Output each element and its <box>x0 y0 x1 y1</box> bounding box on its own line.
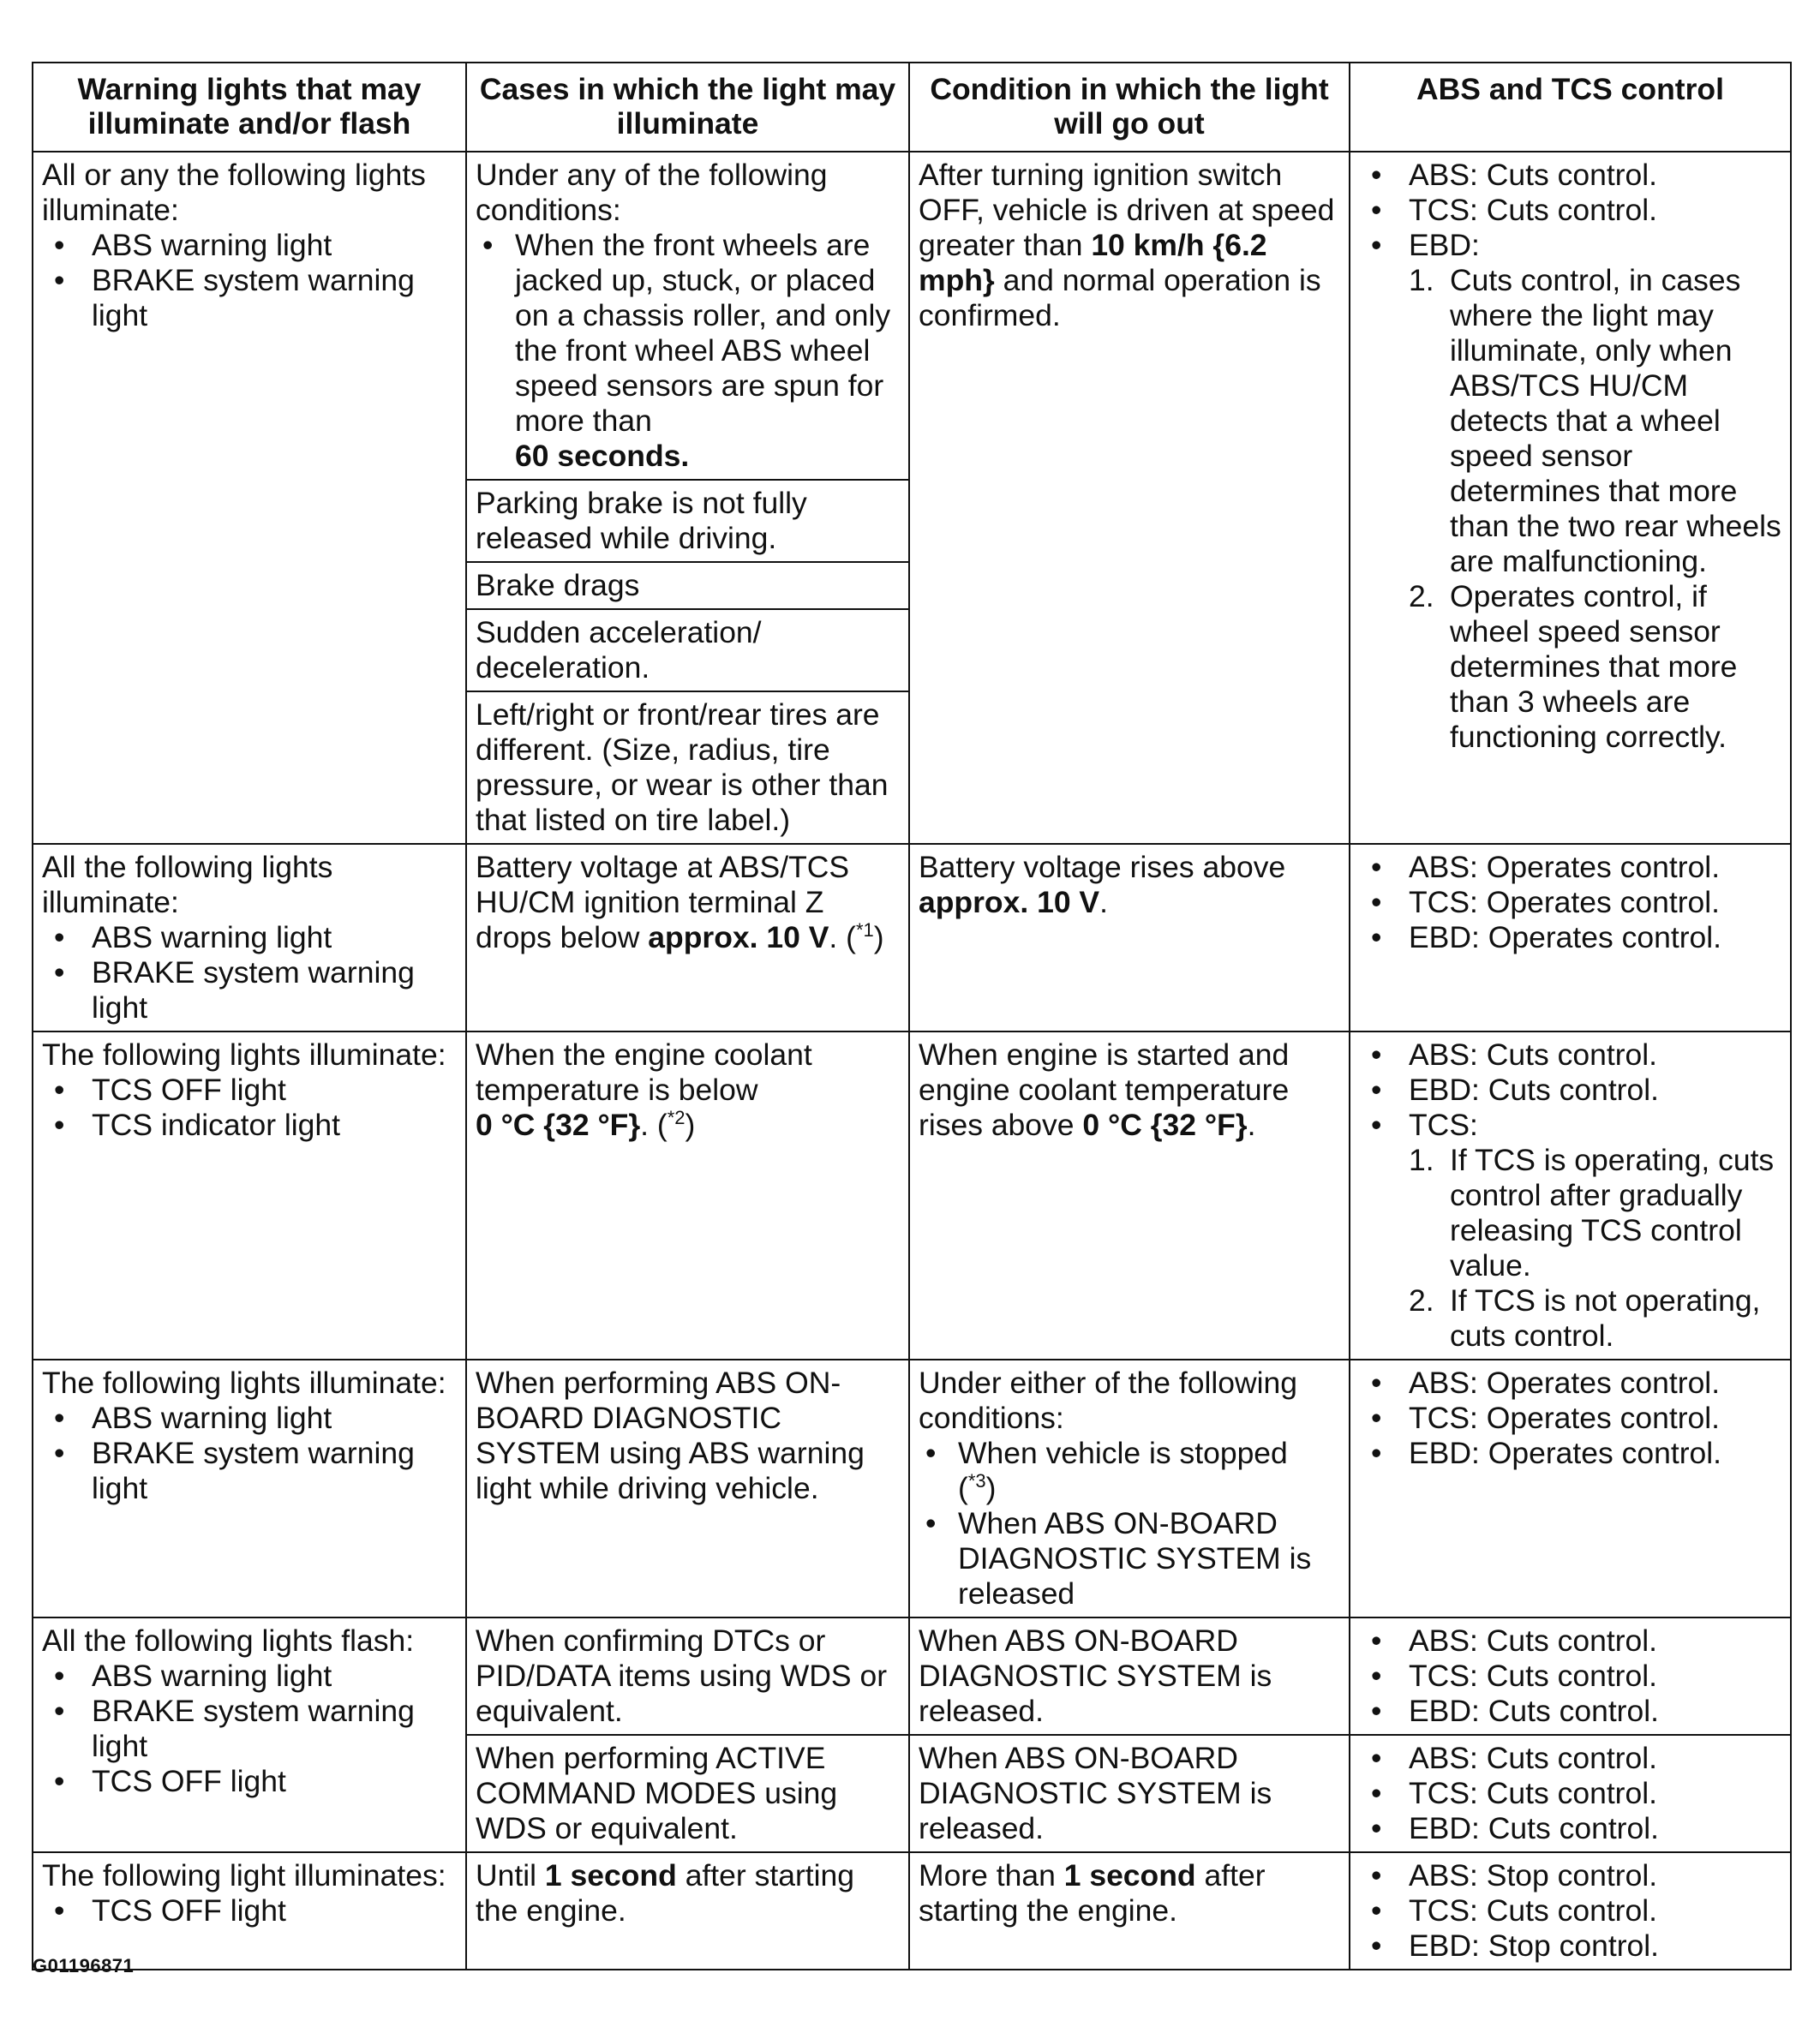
table-row <box>33 1617 1791 1735</box>
step-text: Cuts control, in cases where the light may illuminate, only when ABS/TCS HU/CM detects that a wheel speed sensor determines that more than the two rear wheels are malfunctioning. <box>1450 263 1781 578</box>
cases-cell <box>466 152 909 844</box>
header-condition-out: Condition in which the light will go out <box>909 63 1350 152</box>
condition-text: After turning ignition switch OFF, vehicle is driven at speed greater than <box>919 158 1335 262</box>
list-item: • TCS OFF light <box>42 1893 457 1928</box>
footnote-paren: ) <box>985 1471 997 1505</box>
condition-out-cell <box>909 1031 1350 1360</box>
condition-list <box>919 1436 1340 1611</box>
case-intro: Under any of the following conditions: <box>476 158 828 227</box>
control-cell <box>1350 1031 1791 1360</box>
list-item: 1. Cuts control, in cases where the light may illuminate, only when ABS/TCS HU/CM detects that a wheel speed sensor determines that more than the two rear wheels are malfunctioning. <box>1409 263 1781 578</box>
list-item: • TCS indicator light <box>42 1108 457 1143</box>
condition-out-cell: When ABS ON-BOARD DIAGNOSTIC SYSTEM is released. <box>909 1735 1350 1852</box>
control-list <box>1359 850 1781 955</box>
lights-intro: All the following lights flash: <box>42 1623 415 1658</box>
list-item: • EBD: Operates control. <box>1359 920 1781 955</box>
condition-text: More than <box>919 1858 1056 1893</box>
control-cell <box>1350 1617 1791 1735</box>
condition-text: . <box>1099 885 1108 919</box>
case-text: . ( <box>829 920 856 954</box>
list-item: • TCS: Cuts control. <box>1359 193 1781 228</box>
cases-cell: When confirming DTCs or PID/DATA items using WDS or equivalent. <box>466 1617 909 1735</box>
step-text: If TCS is operating, cuts control after gradually releasing TCS control value. <box>1450 1143 1775 1283</box>
list-item: • BRAKE system warning light <box>42 263 457 333</box>
control-cell <box>1350 152 1791 844</box>
list-item <box>1359 1108 1781 1354</box>
cases-subtable <box>467 152 908 843</box>
case-emphasis: 1 second <box>544 1858 677 1893</box>
list-item: • ABS: Cuts control. <box>1359 1037 1781 1073</box>
case-emphasis: 0 °C {32 °F} <box>476 1108 641 1142</box>
lights-cell <box>33 152 466 844</box>
cases-cell: When performing ABS ON-BOARD DIAGNOSTIC SYSTEM using ABS warning light while driving vehicle. <box>466 1360 909 1617</box>
case-text: Until <box>476 1858 537 1893</box>
list-item: • ABS: Cuts control. <box>1359 1741 1781 1776</box>
condition-emphasis: approx. 10 V <box>919 885 1100 919</box>
table-row <box>33 1031 1791 1360</box>
list-item: • EBD: Cuts control. <box>1359 1073 1781 1108</box>
case-item: Sudden acceleration/ deceleration. <box>467 609 908 691</box>
control-cell <box>1350 1735 1791 1852</box>
list-item: • ABS: Cuts control. <box>1359 158 1781 193</box>
condition-out-cell <box>909 1360 1350 1617</box>
lights-intro: The following lights illuminate: <box>42 1037 446 1072</box>
condition-text: When vehicle is stopped <box>958 1436 1288 1470</box>
list-item: • TCS: Operates control. <box>1359 885 1781 920</box>
list-item: • ABS: Stop control. <box>1359 1858 1781 1893</box>
control-list <box>1359 1037 1781 1354</box>
list-item <box>919 1436 1340 1506</box>
condition-text: and normal operation is confirmed. <box>919 263 1321 332</box>
list-item <box>476 228 900 474</box>
list-item <box>1359 228 1781 755</box>
ebd-steps <box>1409 263 1781 755</box>
list-item: • TCS: Cuts control. <box>1359 1893 1781 1928</box>
header-warning-lights: Warning lights that may illuminate and/or flash <box>33 63 466 152</box>
warning-light-table <box>32 62 1792 1970</box>
condition-emphasis: 1 second <box>1063 1858 1196 1893</box>
list-item: • BRAKE system warning light <box>42 1436 457 1506</box>
table-row <box>33 1360 1791 1617</box>
control-cell <box>1350 844 1791 1031</box>
condition-out-cell <box>909 844 1350 1031</box>
condition-text: Battery voltage rises above <box>919 850 1286 884</box>
control-cell <box>1350 1852 1791 1970</box>
table-row <box>33 844 1791 1031</box>
list-item: 2. If TCS is not operating, cuts control. <box>1409 1283 1761 1353</box>
cases-cell <box>466 1031 909 1360</box>
lights-list <box>42 1073 457 1143</box>
lights-cell <box>33 1852 466 1970</box>
footnote-ref: *3 <box>967 1470 986 1492</box>
condition-text: . <box>1247 1108 1256 1142</box>
list-item: • ABS warning light <box>42 1659 457 1694</box>
condition-out-cell <box>909 1852 1350 1970</box>
case-text: ) <box>685 1108 696 1142</box>
lights-intro: The following light illuminates: <box>42 1858 446 1893</box>
lights-intro: All or any the following lights illuminate: <box>42 158 426 227</box>
condition-emphasis: 0 °C {32 °F} <box>1082 1108 1248 1142</box>
cases-cell <box>466 844 909 1031</box>
header-cases: Cases in which the light may illuminate <box>466 63 909 152</box>
case-text: . ( <box>640 1108 668 1142</box>
table-row <box>33 152 1791 844</box>
list-item: • TCS OFF light <box>42 1073 457 1108</box>
footnote-ref: *1 <box>855 919 874 942</box>
list-item: • ABS: Operates control. <box>1359 1366 1781 1401</box>
list-item: • EBD: Cuts control. <box>1359 1811 1781 1846</box>
control-list <box>1359 1858 1781 1964</box>
control-label: EBD: <box>1409 228 1480 262</box>
lights-cell <box>33 1031 466 1360</box>
control-list <box>1359 158 1781 755</box>
case-item: Parking brake is not fully released while driving. <box>467 480 908 562</box>
condition-out-cell: When ABS ON-BOARD DIAGNOSTIC SYSTEM is released. <box>909 1617 1350 1735</box>
condition-text: after starting the engine. <box>919 1858 1266 1928</box>
case-item: Left/right or front/rear tires are different. (Size, radius, tire pressure, or wear is other than that listed on tire label.) <box>476 697 889 837</box>
footnote-paren: ( <box>958 1471 968 1505</box>
case-item <box>467 152 908 480</box>
lights-list <box>42 228 457 333</box>
header-row <box>33 63 1791 152</box>
control-list <box>1359 1366 1781 1471</box>
control-list <box>1359 1623 1781 1729</box>
case-text: after starting the engine. <box>476 1858 855 1928</box>
list-item: • TCS: Operates control. <box>1359 1401 1781 1436</box>
case-text: ) <box>873 920 884 954</box>
list-item: • ABS warning light <box>42 228 457 263</box>
case-text: When the engine coolant temperature is below <box>476 1037 812 1107</box>
list-item: • ABS warning light <box>42 920 457 955</box>
list-item: • TCS OFF light <box>42 1764 457 1799</box>
case-item: Brake drags <box>467 562 908 609</box>
list-item: • TCS: Cuts control. <box>1359 1776 1781 1811</box>
lights-intro: All the following lights illuminate: <box>42 850 333 919</box>
case-emphasis: 60 seconds. <box>515 439 690 473</box>
list-item: • EBD: Operates control. <box>1359 1436 1781 1471</box>
lights-list <box>42 920 457 1025</box>
lights-cell <box>33 1617 466 1852</box>
list-item: • ABS: Operates control. <box>1359 850 1781 885</box>
list-item: 2. Operates control, if wheel speed sensor determines that more than 3 wheels are functioning correctly. <box>1409 579 1738 754</box>
condition-text: When engine is started and engine coolant temperature rises above <box>919 1037 1290 1142</box>
control-cell <box>1350 1360 1791 1617</box>
condition-emphasis: 10 km/h {6.2 mph} <box>919 228 1267 297</box>
footnote-ref: *2 <box>667 1107 685 1129</box>
table-row <box>33 1852 1791 1970</box>
case-bullets <box>476 228 900 474</box>
case-text: When the front wheels are jacked up, stuck, or placed on a chassis roller, and only the front wheel ABS wheel speed sensors are spun for more than <box>515 228 891 438</box>
header-abs-tcs-control: ABS and TCS control <box>1350 63 1791 152</box>
list-item: • When ABS ON-BOARD DIAGNOSTIC SYSTEM is released <box>919 1506 1340 1611</box>
list-item: • ABS: Cuts control. <box>1359 1623 1781 1659</box>
cases-cell <box>466 1852 909 1970</box>
lights-cell <box>33 844 466 1031</box>
step-text: Operates control, if wheel speed sensor determines that more than 3 wheels are functioning correctly. <box>1450 579 1738 754</box>
cases-cell: When performing ACTIVE COMMAND MODES using WDS or equivalent. <box>466 1735 909 1852</box>
step-text: If TCS is not operating, cuts control. <box>1450 1283 1761 1353</box>
list-item: • EBD: Stop control. <box>1359 1928 1781 1964</box>
lights-list <box>42 1893 457 1928</box>
lights-cell <box>33 1360 466 1617</box>
lights-list <box>42 1401 457 1506</box>
condition-intro: Under either of the following conditions: <box>919 1366 1298 1435</box>
list-item: 1. If TCS is operating, cuts control after gradually releasing TCS control value. <box>1409 1143 1775 1283</box>
condition-out-cell <box>909 152 1350 844</box>
lights-intro: The following lights illuminate: <box>42 1366 446 1400</box>
case-text: Battery voltage at ABS/TCS HU/CM ignition terminal Z drops below <box>476 850 850 954</box>
control-list <box>1359 1741 1781 1846</box>
list-item: • BRAKE system warning light <box>42 955 457 1025</box>
lights-list <box>42 1659 457 1799</box>
list-item: • ABS warning light <box>42 1401 457 1436</box>
tcs-steps <box>1409 1143 1781 1354</box>
list-item: • EBD: Cuts control. <box>1359 1694 1781 1729</box>
case-emphasis: approx. 10 V <box>648 920 829 954</box>
list-item: • TCS: Cuts control. <box>1359 1659 1781 1694</box>
figure-id: G01196871 <box>33 1955 135 1976</box>
control-label: TCS: <box>1409 1108 1478 1142</box>
list-item: • BRAKE system warning light <box>42 1694 457 1764</box>
